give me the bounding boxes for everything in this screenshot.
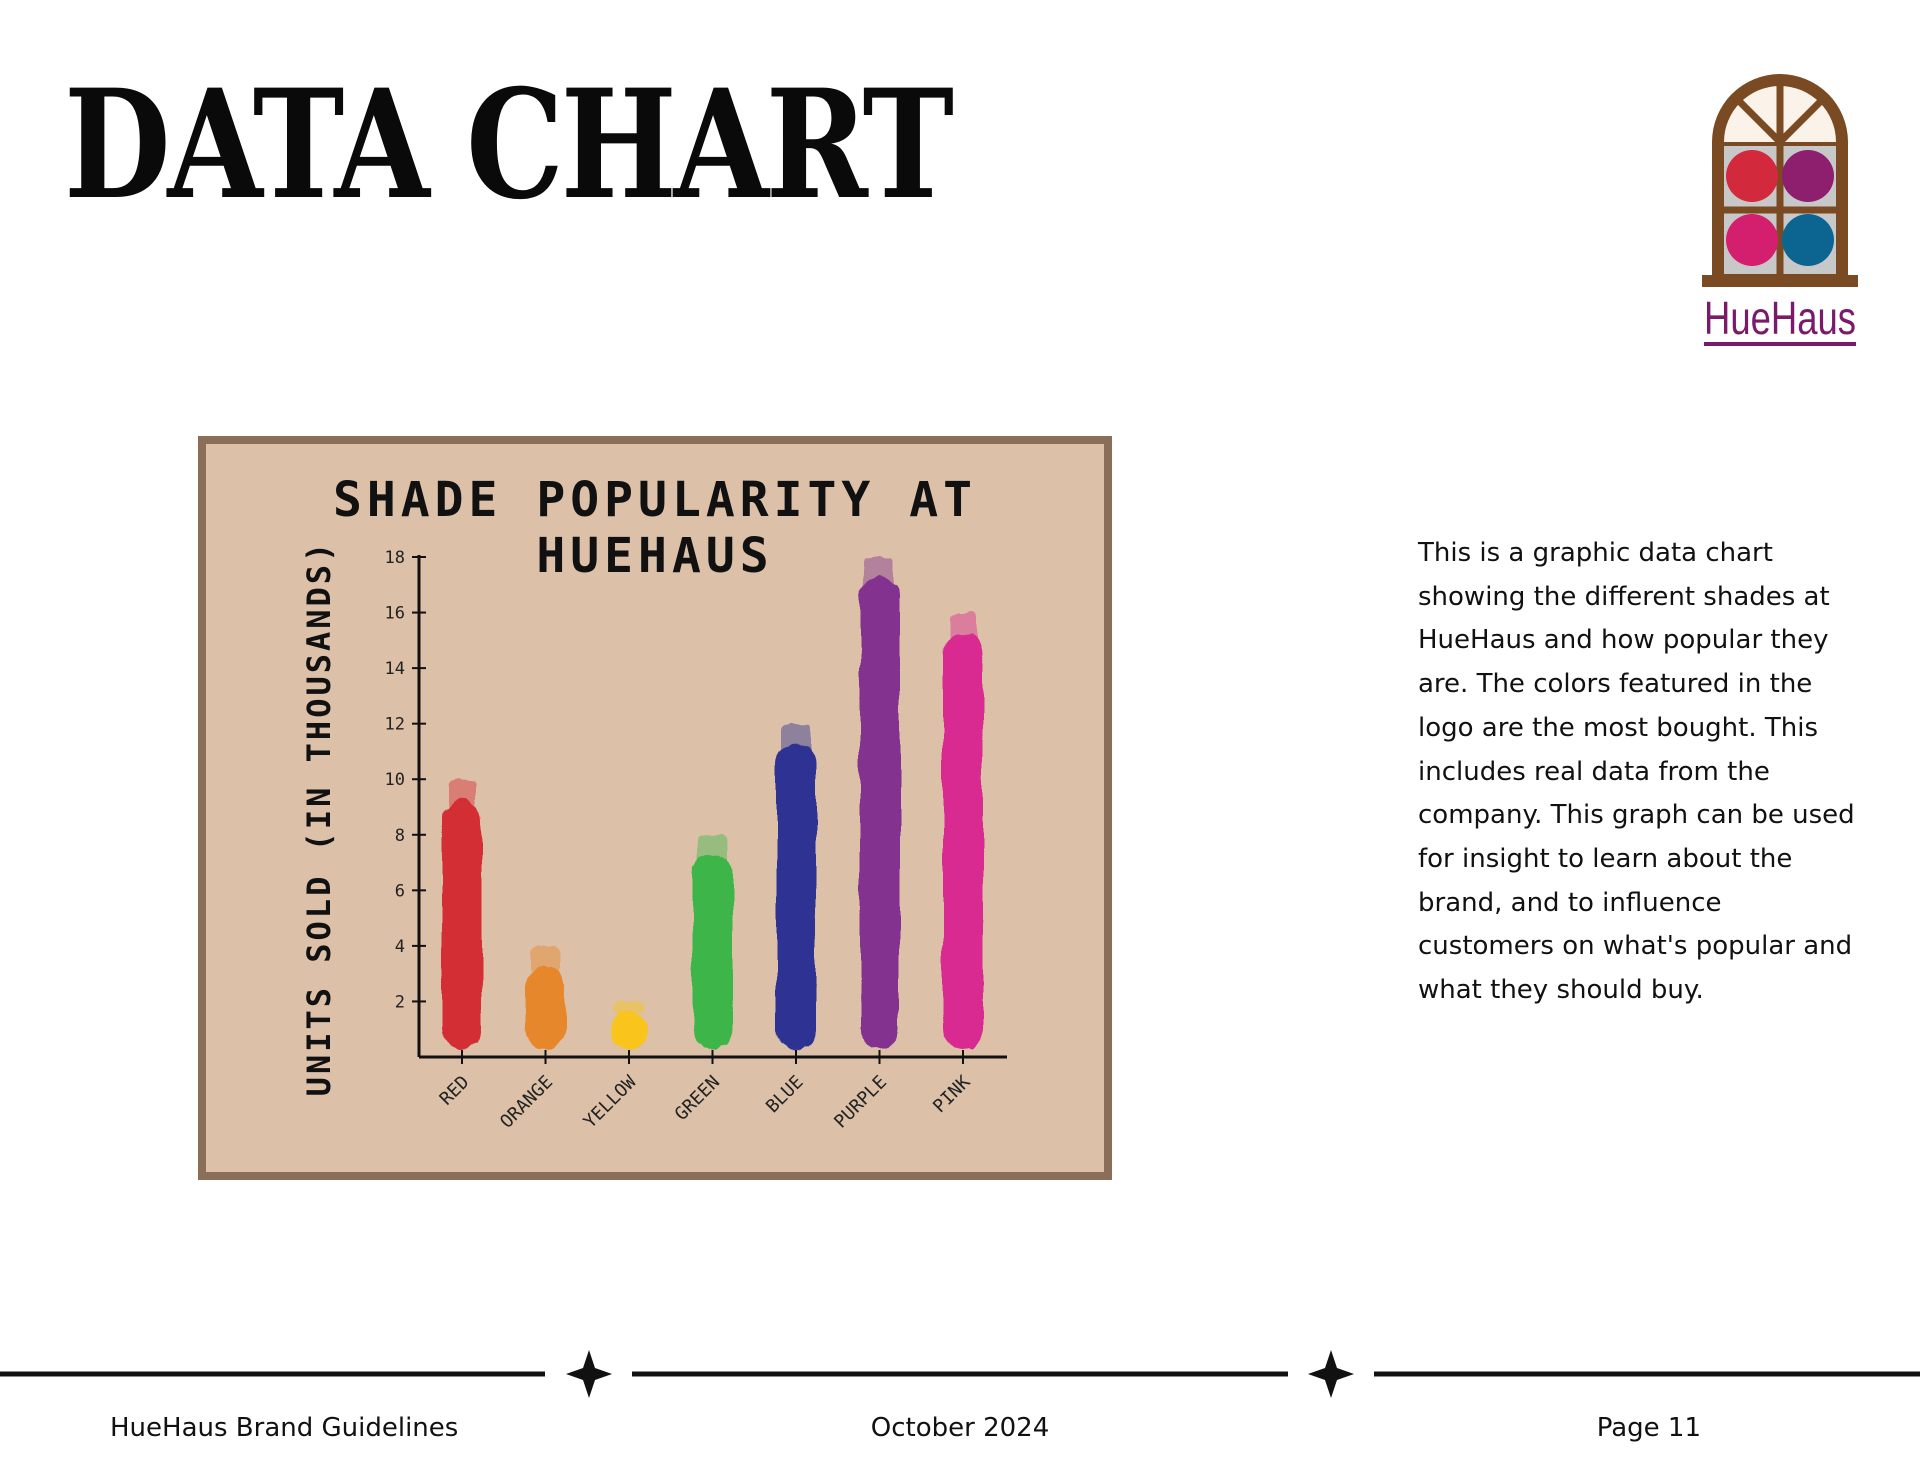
y-tick-label: 6 (394, 881, 405, 902)
logo-blue-swatch (1782, 214, 1834, 266)
logo-purple-swatch (1782, 150, 1834, 202)
y-axis-label: UNITS SOLD (IN THOUSANDS) (300, 539, 338, 1097)
x-tick-label: ORANGE (496, 1071, 558, 1133)
chart-title: SHADE POPULARITY AT HUEHAUS (332, 472, 978, 584)
x-tick-label: PURPLE (830, 1071, 892, 1133)
y-tick-label: 16 (384, 603, 405, 624)
bar-chart (206, 444, 1104, 1172)
x-tick-label: RED (435, 1071, 474, 1110)
chart-card (198, 436, 1112, 1180)
y-tick-label: 10 (384, 770, 405, 791)
star-icon (566, 1350, 612, 1398)
footer-date: October 2024 (870, 1413, 1050, 1443)
footer-page-number: Page 11 (1596, 1413, 1701, 1443)
x-tick-label: GREEN (670, 1071, 725, 1125)
bar-orange (526, 946, 566, 1049)
logo-wordmark: HueHaus (1704, 292, 1856, 344)
x-tick-label: BLUE (762, 1071, 808, 1118)
y-tick-label: 2 (394, 992, 405, 1013)
x-tick-label: PINK (929, 1071, 975, 1118)
footer-divider (0, 1348, 1920, 1398)
bar-purple (860, 557, 900, 1049)
footer-doc-title: HueHaus Brand Guidelines (110, 1413, 459, 1443)
x-tick-label: YELLOW (579, 1071, 641, 1133)
y-tick-label: 18 (384, 548, 405, 568)
chart-description: This is a graphic data chart showing the different shades at HueHaus and how popular they are. The colors featured in the logo are the most bought. This includes real data from the company. This graph can be used for insight to learn about the brand, and to influence customers on what's popular and what they should buy. (1418, 538, 1855, 1006)
y-tick-label: 8 (394, 825, 405, 846)
y-tick-label: 12 (384, 714, 405, 735)
bar-pink (943, 613, 983, 1049)
bar-green (693, 835, 733, 1049)
bar-yellow (609, 1001, 649, 1049)
y-tick-label: 4 (394, 936, 405, 957)
logo-pink-swatch (1726, 214, 1778, 266)
bar-red (442, 779, 482, 1049)
bar-blue (776, 724, 816, 1049)
star-icon (1308, 1350, 1354, 1398)
logo-red-swatch (1726, 150, 1778, 202)
huehaus-logo (1700, 62, 1860, 352)
y-tick-label: 14 (384, 659, 405, 680)
page-title: DATA CHART (64, 57, 951, 233)
